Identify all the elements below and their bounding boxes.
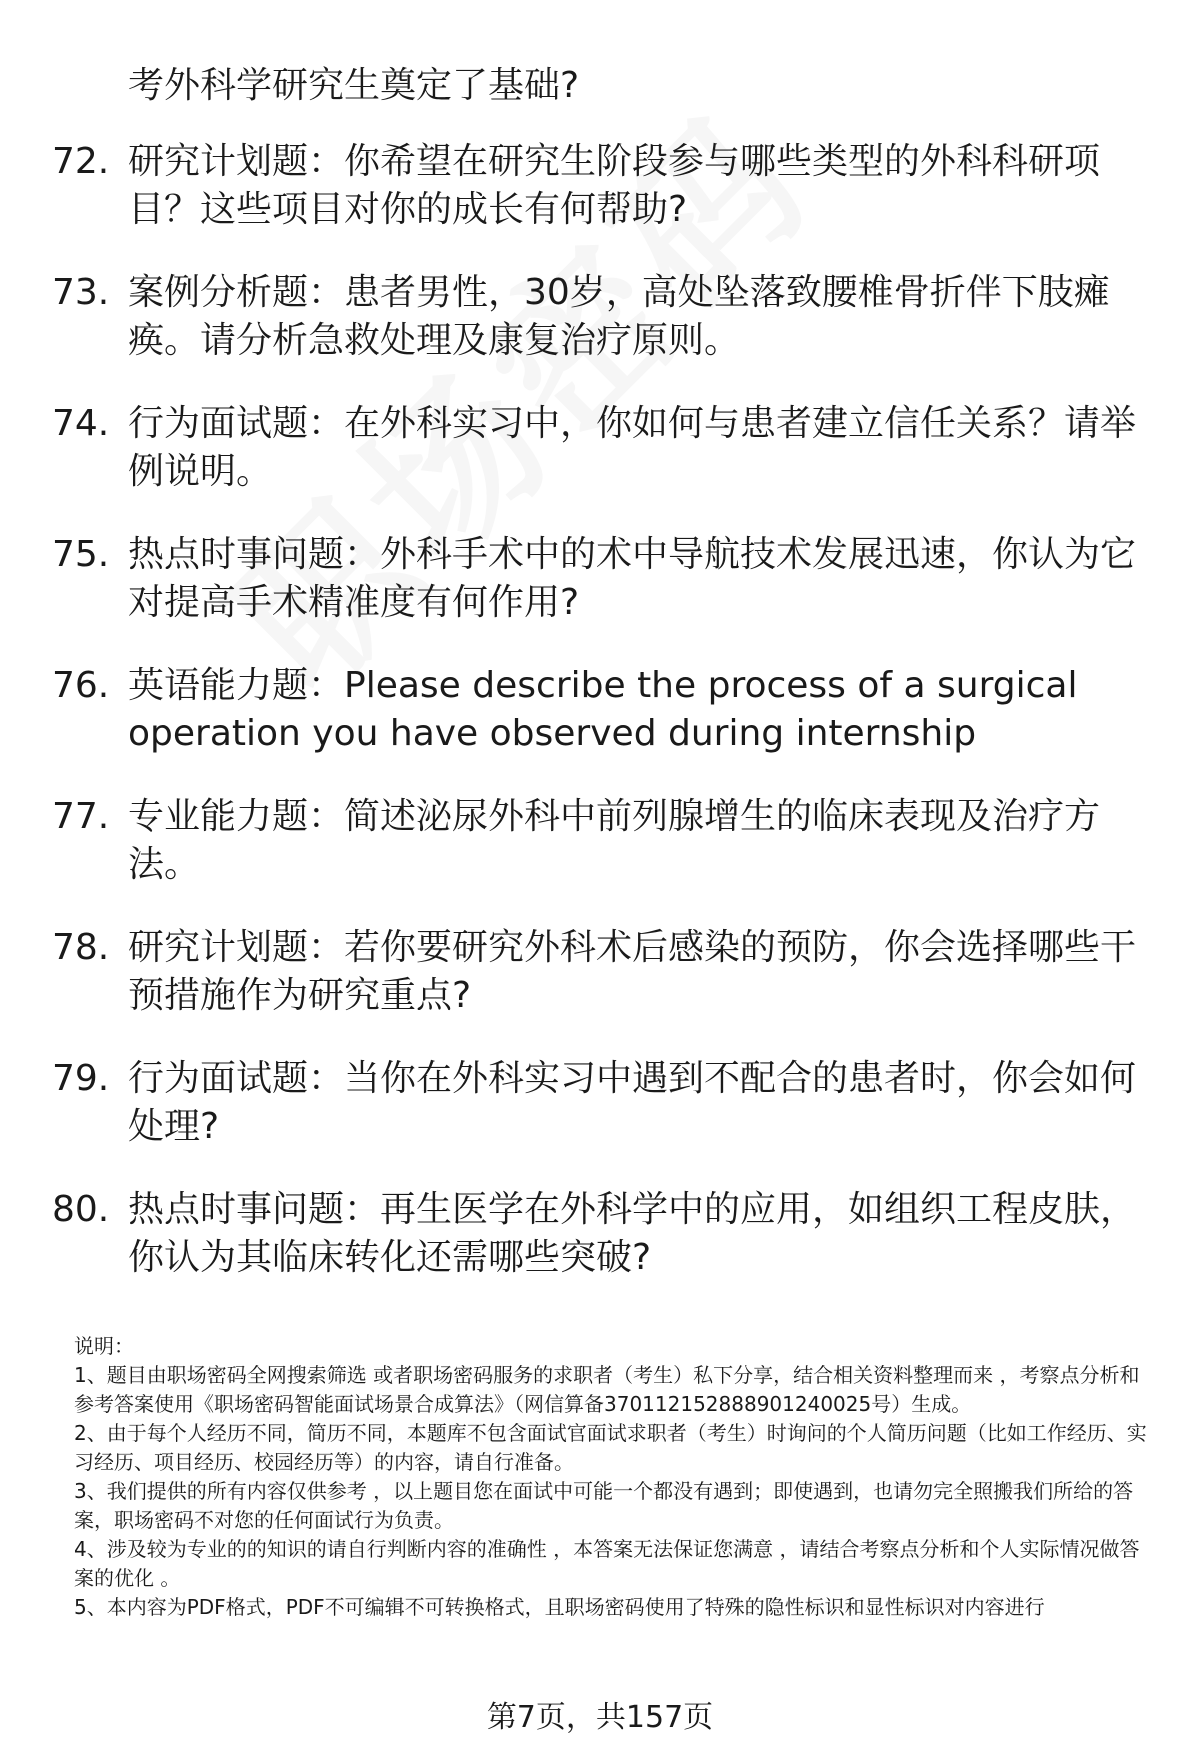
- question-item: [0, 793, 1200, 924]
- question-item: [0, 400, 1200, 531]
- question-item: [0, 662, 1200, 793]
- question-text: 专业能力题：简述泌尿外科中前列腺增生的临床表现及治疗方法。: [128, 796, 1101, 885]
- question-item: [0, 531, 1200, 662]
- question-number: 72.: [52, 141, 110, 182]
- question-text: 英语能力题：Please describe the process of a surgical operation you have observed during internship: [128, 665, 1078, 754]
- note-item: 5、本内容为PDF格式，PDF不可编辑不可转换格式，且职场密码使用了特殊的隐性标识和显性标识对内容进行: [74, 1595, 1045, 1619]
- question-number: 77.: [52, 796, 110, 837]
- note-item: 1、题目由职场密码全网搜索筛选 或者职场密码服务的求职者（考生）私下分享，结合相关资料整理而来 ，考察点分析和参考答案使用《职场密码智能面试场景合成算法》（网信算备370112152888901240025号）生成。: [74, 1363, 1140, 1416]
- notes-section: [74, 1332, 1154, 1622]
- question-number: 73.: [52, 272, 110, 313]
- question-list: [0, 138, 1200, 1317]
- note-item: 2、由于每个人经历不同，简历不同，本题库不包含面试官面试求职者（考生）时询问的个人简历问题（比如工作经历、实习经历、项目经历、校园经历等）的内容，请自行准备。: [74, 1421, 1147, 1474]
- continued-question-text: 考外科学研究生奠定了基础?: [128, 65, 580, 106]
- note-item: 4、涉及较为专业的的知识的请自行判断内容的准确性 ，本答案无法保证您满意 ，请结合考察点分析和个人实际情况做答案的优化 。: [74, 1537, 1140, 1590]
- question-text: 研究计划题：你希望在研究生阶段参与哪些类型的外科科研项目？这些项目对你的成长有何帮助?: [128, 141, 1101, 230]
- question-number: 78.: [52, 927, 110, 968]
- question-number: 75.: [52, 534, 110, 575]
- question-number: 79.: [52, 1058, 110, 1099]
- question-item: [0, 1055, 1200, 1186]
- question-text: 热点时事问题：外科手术中的术中导航技术发展迅速，你认为它对提高手术精准度有何作用?: [128, 534, 1137, 623]
- question-text: 案例分析题：患者男性，30岁，高处坠落致腰椎骨折伴下肢瘫痪。请分析急救处理及康复治疗原则。: [128, 272, 1110, 361]
- note-item: 3、我们提供的所有内容仅供参考 ，以上题目您在面试中可能一个都没有遇到；即使遇到，也请勿完全照搬我们所给的答案，职场密码不对您的任何面试行为负责。: [74, 1479, 1134, 1532]
- question-number: 74.: [52, 403, 110, 444]
- question-text: 热点时事问题：再生医学在外科学中的应用，如组织工程皮肤，你认为其临床转化还需哪些突破?: [128, 1189, 1137, 1278]
- question-text: 行为面试题：在外科实习中，你如何与患者建立信任关系？请举例说明。: [128, 403, 1137, 492]
- question-number: 80.: [52, 1189, 110, 1230]
- question-item: [0, 269, 1200, 400]
- question-number: 76.: [52, 665, 110, 706]
- page-number: 第7页，共157页: [486, 1700, 714, 1735]
- notes-heading: 说明：: [74, 1334, 134, 1358]
- question-item: [0, 1186, 1200, 1317]
- question-text: 研究计划题：若你要研究外科术后感染的预防，你会选择哪些干预措施作为研究重点?: [128, 927, 1137, 1016]
- question-item: [0, 138, 1200, 269]
- question-text: 行为面试题：当你在外科实习中遇到不配合的患者时，你会如何处理?: [128, 1058, 1137, 1147]
- question-item: [0, 924, 1200, 1055]
